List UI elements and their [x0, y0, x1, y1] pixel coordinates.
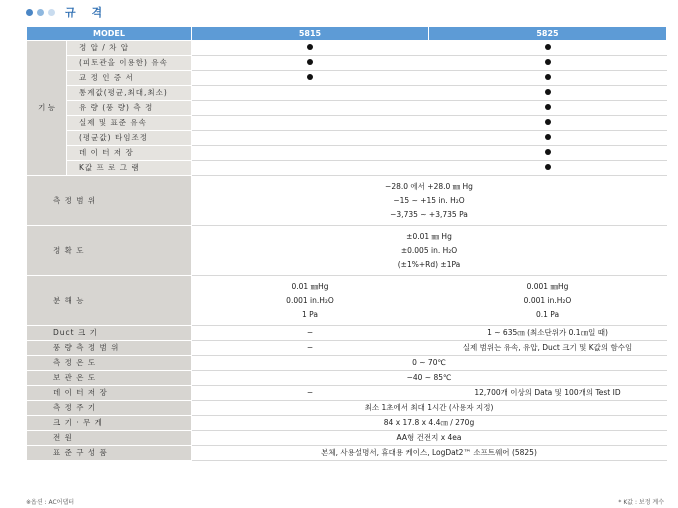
spec-row: [27, 386, 667, 401]
row-label: 측 정 주 기: [27, 401, 192, 416]
page-title: 규 격: [65, 6, 109, 19]
feature-5815-cell: [192, 71, 429, 86]
feature-row: [27, 71, 667, 86]
spec-value-5825: 12,700개 이상의 Data 및 100개의 Test ID: [429, 386, 667, 401]
spec-value: 최소 1초에서 최대 1시간 (사용자 지정): [192, 401, 667, 416]
bullet-icon: [545, 119, 551, 125]
model-5825-header: 5825: [429, 27, 667, 41]
feature-row: [27, 56, 667, 71]
accuracy-line: ±0.01 ㎜ Hg: [406, 231, 452, 241]
feature-row: [27, 146, 667, 161]
feature-label: 교 정 인 증 서: [67, 71, 192, 86]
resolution-line: 0.01 ㎜Hg: [291, 281, 329, 291]
footnote-left: ※옵션 : AC어댑터: [26, 499, 75, 506]
spec-value: 본체, 사용설명서, 휴대용 케이스, LogDat2™ 소프트웨어 (5825): [192, 446, 667, 461]
spec-value-5815: −: [192, 326, 429, 341]
spec-row: [27, 371, 667, 386]
feature-label: 실제 및 표준 유속: [67, 116, 192, 131]
row-label: 데 이 터 저 장: [27, 386, 192, 401]
feature-5815-cell: [192, 56, 429, 71]
bullet-icon: [545, 59, 551, 65]
feature-5825-cell: [429, 116, 667, 131]
spec-value: 84 x 17.8 x 4.4㎝ / 270g: [192, 416, 667, 431]
feature-5825-cell: [429, 56, 667, 71]
model-5815-header: 5815: [192, 27, 429, 41]
feature-5825-cell: [429, 131, 667, 146]
range-line: −28.0 에서 +28.0 ㎜ Hg: [385, 181, 473, 191]
feature-group-label: 기 능: [27, 41, 67, 176]
resolution-row: [27, 276, 667, 326]
feature-5825-cell: [429, 161, 667, 176]
spec-value: AA형 건전지 x 4ea: [192, 431, 667, 446]
spec-value-5825: 1 ~ 635㎝ (최소단위가 0.1㎝일 때): [429, 326, 667, 341]
feature-5815-cell: [192, 86, 429, 101]
bullet-icon: [545, 104, 551, 110]
feature-5815-cell: [192, 161, 429, 176]
spec-value: −40 ~ 85℃: [192, 371, 667, 386]
row-label: 정 확 도: [27, 226, 192, 276]
spec-row: [27, 401, 667, 416]
spec-value-5825: 실제 범위는 유속, 유압, Duct 크기 및 K값의 함수임: [429, 341, 667, 356]
bullet-icon: [545, 74, 551, 80]
feature-5825-cell: [429, 86, 667, 101]
feature-5815-cell: [192, 41, 429, 56]
feature-5815-cell: [192, 146, 429, 161]
spec-row: [27, 341, 667, 356]
bullet-icon: [545, 164, 551, 170]
feature-label: K값 프 로 그 램: [67, 161, 192, 176]
feature-label: (피토관을 이용한) 유속: [67, 56, 192, 71]
bullet-icon: [545, 44, 551, 50]
row-label: 보 관 온 도: [27, 371, 192, 386]
feature-label: 데 이 터 저 장: [67, 146, 192, 161]
row-label: 전 원: [27, 431, 192, 446]
spec-value: 0 ~ 70℃: [192, 356, 667, 371]
row-label: 분 해 능: [27, 276, 192, 326]
range-row: [27, 176, 667, 226]
feature-label: (평균값) 타임조정: [67, 131, 192, 146]
feature-row: [27, 116, 667, 131]
bullet-icon: [545, 89, 551, 95]
feature-5815-cell: [192, 131, 429, 146]
range-value: [192, 176, 667, 226]
feature-5825-cell: [429, 101, 667, 116]
feature-row: [27, 86, 667, 101]
model-header: MODEL: [27, 27, 192, 41]
feature-5825-cell: [429, 71, 667, 86]
bullet-icon: [545, 149, 551, 155]
row-label: 크 기 · 무 게: [27, 416, 192, 431]
resolution-line: 0.001 in.H₂O: [523, 295, 572, 305]
spec-value-5815: −: [192, 386, 429, 401]
resolution-5825: [429, 276, 667, 326]
feature-5825-cell: [429, 41, 667, 56]
accuracy-line: (±1%+Rd) ±1Pa: [397, 259, 461, 269]
bullet-icon: [307, 44, 313, 50]
resolution-5815: [192, 276, 429, 326]
bullet-icon: [545, 134, 551, 140]
feature-label: 통계값(평균,최대,최소): [67, 86, 192, 101]
row-label: Duct 크 기: [27, 326, 192, 341]
dot-icon: [26, 9, 33, 16]
accuracy-value: [192, 226, 667, 276]
resolution-line: 0.001 in.H₂O: [286, 295, 334, 305]
section-title: [26, 4, 108, 20]
spec-row: [27, 326, 667, 341]
feature-5815-cell: [192, 116, 429, 131]
range-line: −15 ~ +15 in. H₂O: [393, 195, 465, 205]
row-label: 표 준 구 성 품: [27, 446, 192, 461]
feature-row: [27, 161, 667, 176]
bullet-icon: [307, 59, 313, 65]
resolution-line: 0.1 Pa: [535, 309, 560, 319]
row-label: 풍 량 측 정 범 위: [27, 341, 192, 356]
bullet-icon: [307, 74, 313, 80]
accuracy-line: ±0.005 in. H₂O: [400, 245, 458, 255]
table-header: [27, 27, 667, 41]
spec-table: [26, 26, 667, 461]
feature-5815-cell: [192, 101, 429, 116]
feature-row: [27, 41, 667, 56]
resolution-line: 0.001 ㎜Hg: [526, 281, 569, 291]
row-label: 측 정 온 도: [27, 356, 192, 371]
footnote-right: * K값 : 보정 계수: [618, 499, 664, 506]
feature-row: [27, 101, 667, 116]
row-label: 측 정 범 위: [27, 176, 192, 226]
feature-5825-cell: [429, 146, 667, 161]
spec-value-5815: −: [192, 341, 429, 356]
spec-row: [27, 446, 667, 461]
dot-icon: [37, 9, 44, 16]
resolution-line: 1 Pa: [302, 309, 318, 319]
feature-label: 유 량 (풍 량) 측 정: [67, 101, 192, 116]
feature-row: [27, 131, 667, 146]
spec-row: [27, 431, 667, 446]
accuracy-row: [27, 226, 667, 276]
dot-icon: [48, 9, 55, 16]
spec-row: [27, 416, 667, 431]
spec-row: [27, 356, 667, 371]
range-line: −3,735 ~ +3,735 Pa: [390, 209, 468, 219]
feature-label: 정 압 / 차 압: [67, 41, 192, 56]
